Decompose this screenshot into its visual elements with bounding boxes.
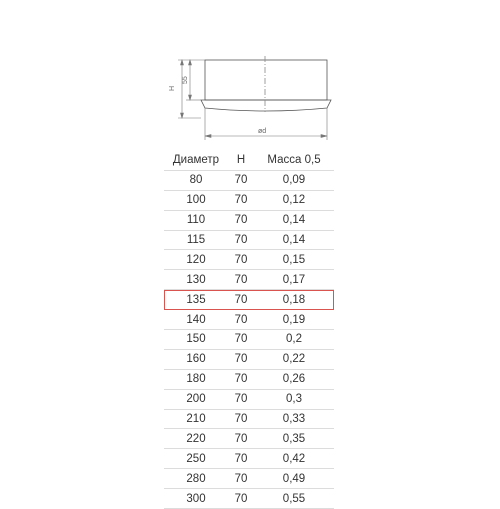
cell-mass: 0,22	[254, 349, 334, 369]
header-h: H	[228, 151, 254, 170]
table-row	[164, 250, 334, 270]
cell-h: 70	[228, 310, 254, 330]
cell-mass: 0,35	[254, 429, 334, 449]
table-row	[164, 489, 334, 509]
cell-mass: 0,17	[254, 270, 334, 290]
cell-h: 70	[228, 270, 254, 290]
spec-table	[164, 151, 334, 509]
cell-diameter: 210	[164, 409, 228, 429]
cell-h: 70	[228, 409, 254, 429]
cell-mass: 0,55	[254, 489, 334, 509]
table-row	[164, 190, 334, 210]
cell-h: 70	[228, 190, 254, 210]
dim-diameter-label: ød	[258, 128, 267, 135]
cell-diameter: 280	[164, 469, 228, 489]
cell-mass: 0,15	[254, 250, 334, 270]
cell-diameter: 300	[164, 489, 228, 509]
table-body	[164, 170, 334, 508]
cell-mass: 0,2	[254, 330, 334, 350]
dim-h-label: H	[169, 85, 176, 91]
table-row	[164, 469, 334, 489]
cell-diameter: 180	[164, 369, 228, 389]
cell-h: 70	[228, 349, 254, 369]
cell-mass: 0,49	[254, 469, 334, 489]
cell-mass: 0,14	[254, 230, 334, 250]
table-row	[164, 409, 334, 429]
table-row	[164, 389, 334, 409]
cell-h: 70	[228, 330, 254, 350]
dim-55-label: 55	[182, 76, 189, 84]
table-row	[164, 170, 334, 190]
header-diameter: Диаметр	[164, 151, 228, 170]
cell-h: 70	[228, 230, 254, 250]
cell-diameter: 135	[164, 290, 228, 310]
cell-diameter: 110	[164, 210, 228, 230]
technical-drawing	[0, 0, 500, 150]
cell-h: 70	[228, 449, 254, 469]
cell-mass: 0,14	[254, 210, 334, 230]
cell-h: 70	[228, 170, 254, 190]
table-row	[164, 449, 334, 469]
table-header-row	[164, 151, 334, 170]
cell-h: 70	[228, 210, 254, 230]
cell-diameter: 250	[164, 449, 228, 469]
table-row	[164, 429, 334, 449]
cell-mass: 0,18	[254, 290, 334, 310]
table-row	[164, 349, 334, 369]
cell-diameter: 100	[164, 190, 228, 210]
cell-h: 70	[228, 389, 254, 409]
cell-mass: 0,42	[254, 449, 334, 469]
cell-diameter: 80	[164, 170, 228, 190]
table-row	[164, 290, 334, 310]
table-row	[164, 330, 334, 350]
cell-mass: 0,12	[254, 190, 334, 210]
cell-h: 70	[228, 369, 254, 389]
cell-diameter: 220	[164, 429, 228, 449]
table-row	[164, 230, 334, 250]
cell-h: 70	[228, 469, 254, 489]
cell-mass: 0,33	[254, 409, 334, 429]
cell-diameter: 160	[164, 349, 228, 369]
cell-mass: 0,3	[254, 389, 334, 409]
cell-diameter: 140	[164, 310, 228, 330]
cell-h: 70	[228, 489, 254, 509]
cell-diameter: 115	[164, 230, 228, 250]
table-row	[164, 210, 334, 230]
cell-diameter: 120	[164, 250, 228, 270]
cap-outline	[201, 56, 331, 112]
table-row	[164, 310, 334, 330]
cell-h: 70	[228, 429, 254, 449]
header-mass: Масса 0,5	[254, 151, 334, 170]
cell-diameter: 130	[164, 270, 228, 290]
table-row	[164, 369, 334, 389]
cell-h: 70	[228, 250, 254, 270]
cell-mass: 0,09	[254, 170, 334, 190]
cell-mass: 0,26	[254, 369, 334, 389]
cell-h: 70	[228, 290, 254, 310]
cell-diameter: 200	[164, 389, 228, 409]
table-row	[164, 270, 334, 290]
cell-diameter: 150	[164, 330, 228, 350]
cell-mass: 0,19	[254, 310, 334, 330]
